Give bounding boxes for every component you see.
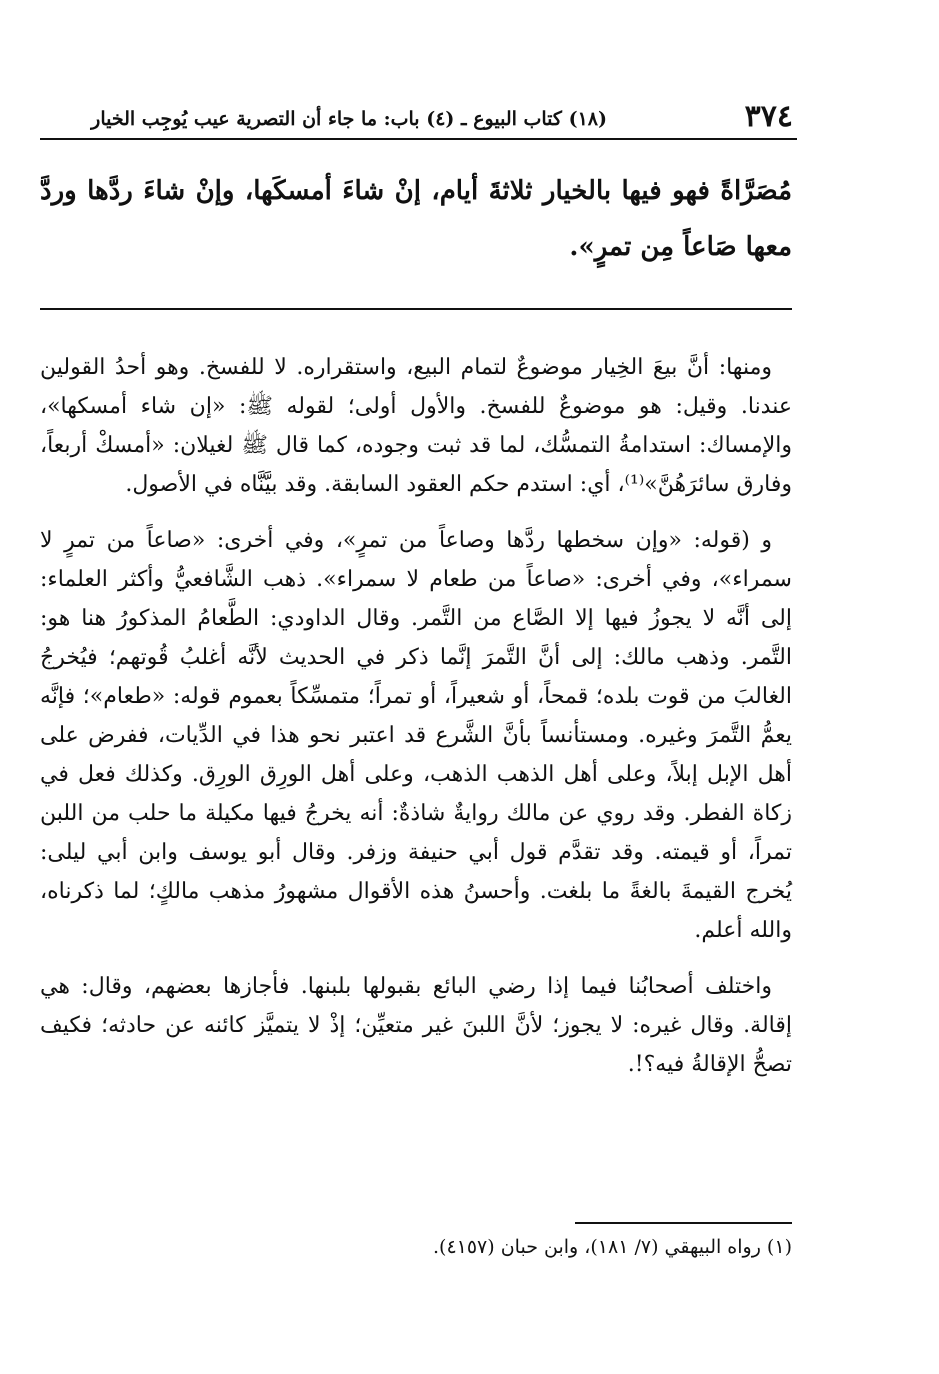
footnote: (١) رواه البيهقي (٧/ ١٨١)، وابن حبان (٤١٥٧). bbox=[432, 1236, 792, 1258]
page-header bbox=[40, 96, 797, 140]
hadith-text: مُصَرَّاةً فهو فيها بالخيار ثلاثةَ أيام، إنْ شاءَ أمسكَها، وإنْ شاءَ ردَّها وردَّ معها صَاعاً مِن تمرٍ». bbox=[40, 176, 792, 262]
page-number: ٣٧٤ bbox=[744, 99, 793, 134]
section-divider bbox=[40, 308, 792, 310]
commentary-paragraph: و (قوله: «وإن سخطها ردَّها وصاعاً من تمرٍ»، وفي أخرى: «صاعاً من تمرٍ لا سمراء»، وفي أخرى: «صاعاً من طعام لا سمراء». ذهب الشَّافعيُّ وأكثر العلماء: إلى أنَّه لا يجوزُ فيها إلا الصَّاع من التَّمر. وقال الداودي: الطَّعامُ المذكورُ هنا هو: التَّمر. وذهب مالك: إلى أنَّ التَّمرَ إنَّما ذكر في الحديث لأنَّه أغلبُ قُوتهم؛ فيُخرجُ الغالبَ من قوت بلده؛ قمحاً، أو شعيراً، أو تمراً؛ متمسِّكاً بعموم قوله: «طعام»؛ فإنَّه يعمُّ التَّمرَ وغيره. ومستأنساً بأنَّ الشَّرع قد اعتبر نحو هذا في الدِّيات، ففرض على أهل الإبل إبلاً، وعلى أهل الذهب الذهب، وعلى أهل الورِق الورِق. وكذلك فعل في زكاة الفطر. وقد روي عن مالك روايةٌ شاذةٌ: أنه يخرجُ فيها مكيلة ما حلب من اللبن تمراً، أو قيمته. وقد تقدَّم قول أبي حنيفة وزفر. وقال أبو يوسف وابن أبي ليلى: يُخرج القيمةَ بالغةً ما بلغت. وأحسنُ هذه الأقوال مشهورُ مذهب مالكٍ؛ لما ذكرناه، والله أعلم. bbox=[40, 528, 792, 943]
header-rule bbox=[40, 138, 797, 140]
footnote-rule bbox=[575, 1222, 792, 1224]
commentary-paragraph: ومنها: أنَّ بيعَ الخِيار موضوعٌ لتمام البيع، واستقراره. لا للفسخ. وهو أحدُ القولين عندنا. وقيل: هو موضوعٌ للفسخ. والأول أولى؛ لقوله ﷺ: «إن شاء أمسكها»، والإمساك: استدامةُ التمسُّك، لما قد ثبت وجوده، كما قال ﷺ لغيلان: «أمسكْ أربعاً، وفارق سائرَهُنَّ»⁽¹⁾، أي: استدم حكم العقود السابقة. وقد بيَّنَّاه في الأصول. bbox=[40, 355, 793, 497]
running-title: (١٨) كتاب البيوع ـ (٤) باب: ما جاء أن التصرية عيب يُوجِب الخيار bbox=[91, 108, 607, 130]
commentary bbox=[40, 348, 792, 1101]
commentary-paragraph: واختلف أصحابُنا فيما إذا رضي البائع بقبولها بلبنها. فأجازها بعضهم، وقال: هي إقالة. وقال غيره: لا يجوز؛ لأنَّ اللبنَ غير متعيِّن؛ إذْ لا يتميَّز كائنه عن حادثه؛ فكيف تصحُّ الإقالةُ فيه؟!. bbox=[40, 974, 792, 1077]
